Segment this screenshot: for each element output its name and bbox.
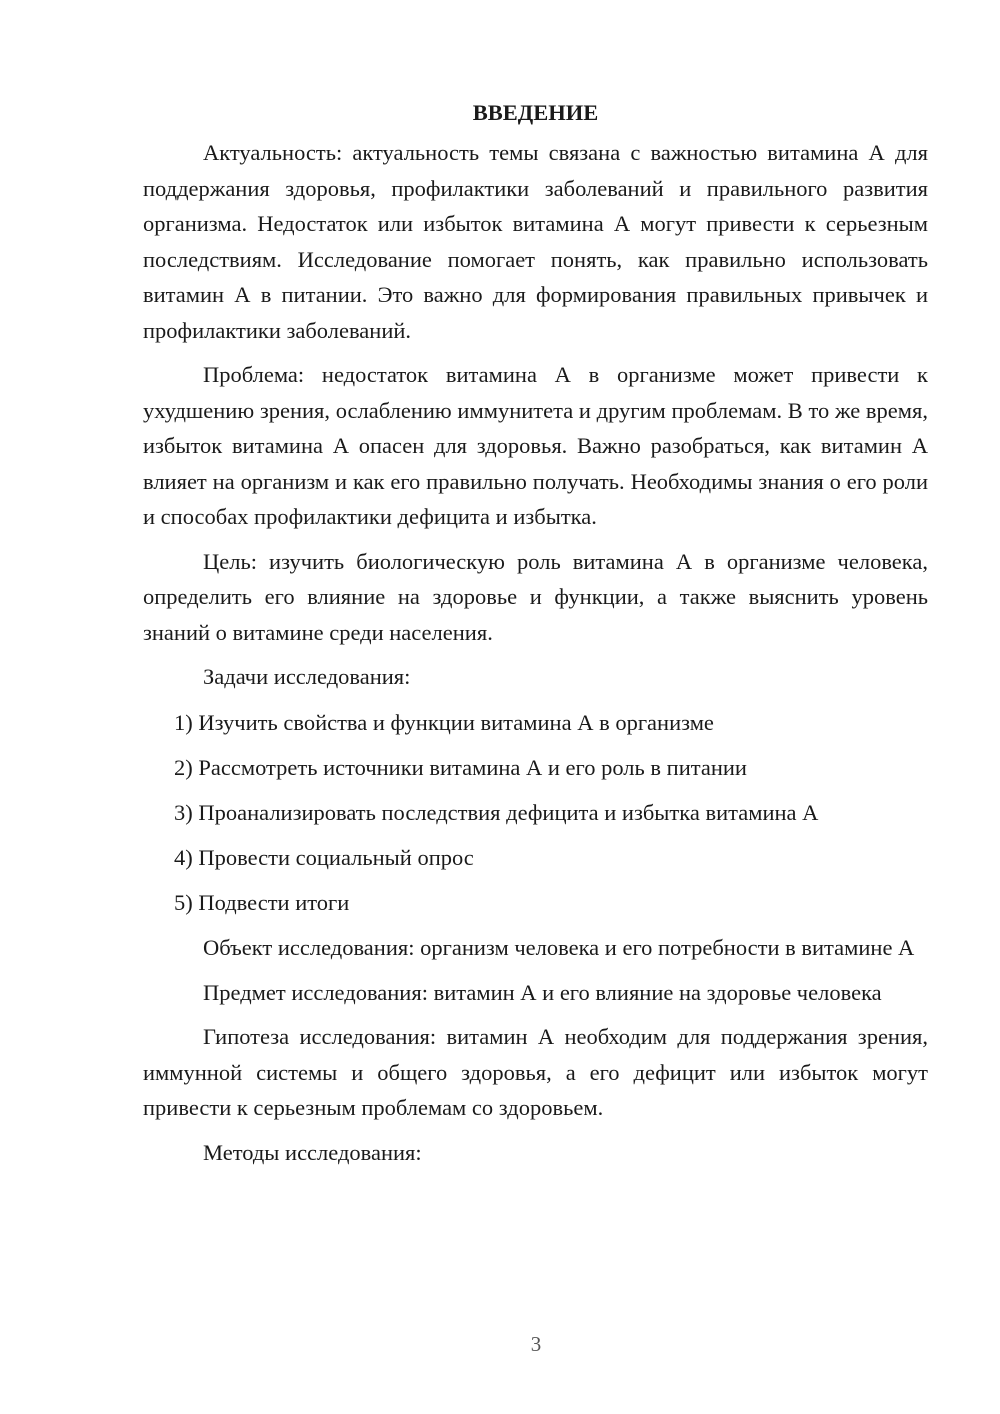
tasks-heading: Задачи исследования: [203,664,411,689]
task-item: 1) Изучить свойства и функции витамина А в организме [174,709,714,735]
goal-paragraph: Цель: изучить биологическую роль витамина А в организме человека, определить его влияние на здоровье и функции, а также выяснить уровень знаний о витамине среди населения. [143,548,928,645]
problem-paragraph: Проблема: недостаток витамина А в организме может привести к ухудшению зрения, ослаблению иммунитета и другим проблемам. В то же время, избыток витамина А опасен для здоровья. Важно разобраться, как витамин А влияет на организм и как его правильно получать. Необходимы знания о его роли и способах профилактики дефицита и избытка. [143,362,928,529]
document-page [143,95,928,1170]
task-item: 2) Рассмотреть источники витамина А и его роль в питании [174,754,747,780]
page-number: 3 [530,1332,542,1356]
subject-paragraph: Предмет исследования: витамин А и его влияние на здоровье человека [203,979,882,1005]
relevance-paragraph: Актуальность: актуальность темы связана с важностью витамина А для поддержания здоровья, профилактики заболеваний и правильного развития организма. Недостаток или избыток витамина А могут привести к серьезным последствиям. Исследование помогает понять, как правильно использовать витамин А в питании. Это важно для формирования правильных привычек и профилактики заболеваний. [143,140,928,343]
section-title: ВВЕДЕНИЕ [472,100,599,125]
task-item: 3) Проанализировать последствия дефицита и избытка витамина А [174,799,819,825]
object-paragraph: Объект исследования: организм человека и его потребности в витамине А [203,935,915,960]
task-item: 4) Провести социальный опрос [174,844,474,870]
methods-heading: Методы исследования: [203,1139,422,1165]
hypothesis-paragraph: Гипотеза исследования: витамин А необходим для поддержания зрения, иммунной системы и общего здоровья, а его дефицит или избыток могут привести к серьезным проблемам со здоровьем. [143,1024,928,1120]
tasks-list [143,705,928,921]
task-item: 5) Подвести итоги [174,889,350,915]
